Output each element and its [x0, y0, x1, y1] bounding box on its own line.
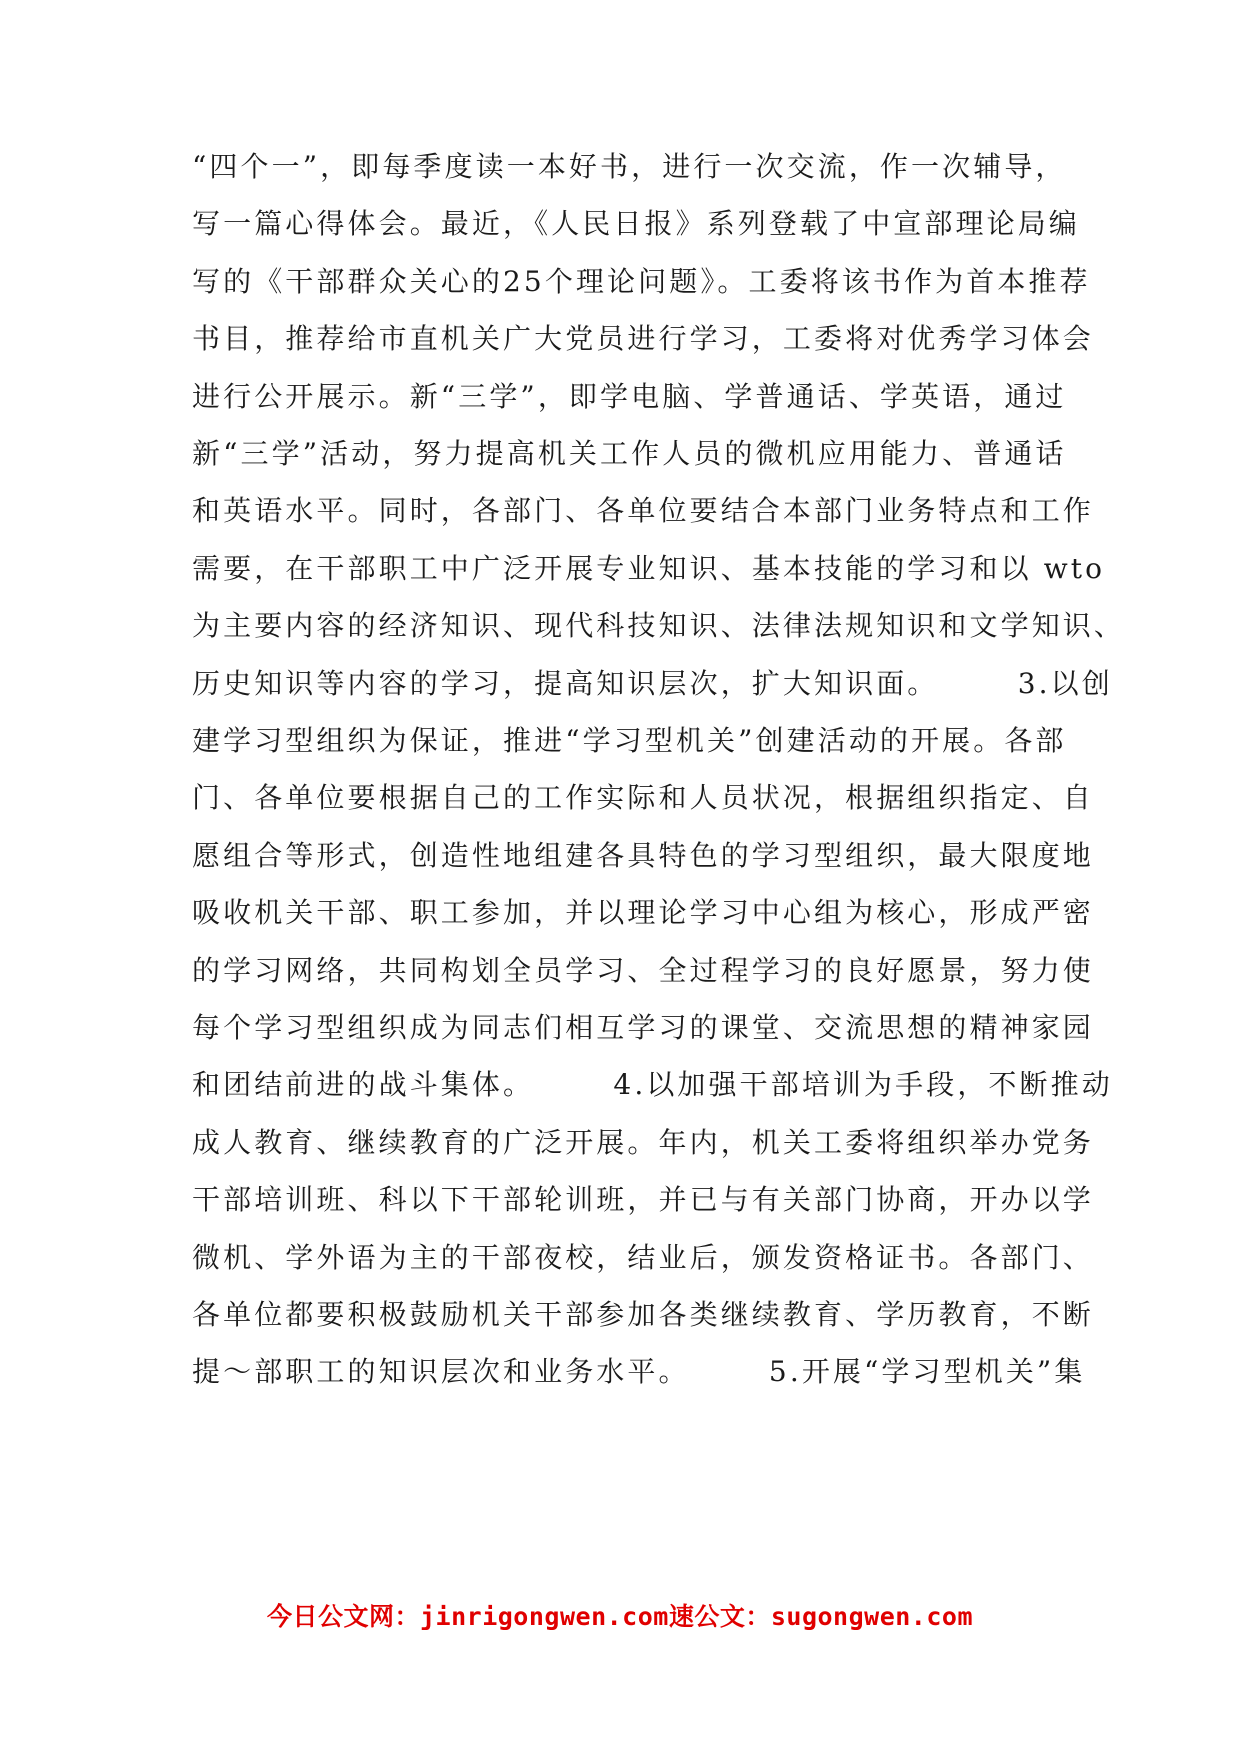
text-line: 各单位都要积极鼓励机关干部参加各类继续教育、学历教育，不断 [192, 1298, 1094, 1331]
text-line: 门、各单位要根据自己的工作实际和人员状况，根据组织指定、自 [192, 781, 1094, 815]
text-line: 的学习网络，共同构划全员学习、全过程学习的良好愿景，努力使 [192, 953, 1094, 987]
text-line: 进行公开展示。新“三学”，即学电脑、学普通话、学英语，通过 [192, 379, 1067, 413]
footer-site2-label: 速公文： [668, 1602, 771, 1631]
text-line: 写的《干部群众关心的25个理论问题》。工委将该书作为首本推荐 [192, 264, 1091, 298]
text-line: 写一篇心得体会。最近，《人民日报》系列登载了中宣部理论局编 [192, 207, 1080, 241]
text-line: 干部培训班、科以下干部轮训班，并已与有关部门协商，开办以学 [192, 1183, 1094, 1217]
text-line: 吸收机关干部、职工参加，并以理论学习中心组为核心，形成严密 [192, 896, 1094, 930]
text-line: 建学习型组织为保证，推进“学习型机关”创建活动的开展。各部 [192, 724, 1067, 757]
footer-site2-link[interactable]: sugongwen.com [770, 1602, 974, 1631]
text-line: 历史知识等内容的学习，提高知识层次，扩大知识面。 3.以创 [192, 666, 1113, 700]
text-line: 成人教育、继续教育的广泛开展。年内，机关工委将组织举办党务 [192, 1125, 1094, 1159]
text-line: 和团结前进的战斗集体。 4.以加强干部培训为手段，不断推动 [192, 1068, 1113, 1102]
footer-site1-label: 今日公文网： [266, 1602, 420, 1631]
text-line: 提～部职工的知识层次和业务水平。 5.开展“学习型机关”集 [192, 1355, 1086, 1389]
footer-watermark [0, 1597, 1240, 1633]
footer-site1-link[interactable]: jinrigongwen.com [420, 1602, 669, 1631]
text-line: 为主要内容的经济知识、现代科技知识、法律法规知识和文学知识、 [192, 609, 1126, 643]
text-line: 新“三学”活动，努力提高机关工作人员的微机应用能力、普通话 [192, 437, 1067, 470]
text-line: 书目，推荐给市直机关广大党员进行学习，工委将对优秀学习体会 [192, 322, 1094, 356]
text-line: 微机、学外语为主的干部夜校，结业后，颁发资格证书。各部门、 [192, 1240, 1094, 1274]
text-line: 需要，在干部职工中广泛开展专业知识、基本技能的学习和以 wto [192, 551, 1106, 585]
text-line: 每个学习型组织成为同志们相互学习的课堂、交流思想的精神家园 [192, 1011, 1094, 1044]
text-line: 和英语水平。同时，各部门、各单位要结合本部门业务特点和工作 [192, 494, 1094, 528]
text-line: 愿组合等形式，创造性地组建各具特色的学习型组织，最大限度地 [192, 838, 1094, 872]
text-line: “四个一”，即每季度读一本好书，进行一次交流，作一次辅导， [192, 150, 1067, 183]
